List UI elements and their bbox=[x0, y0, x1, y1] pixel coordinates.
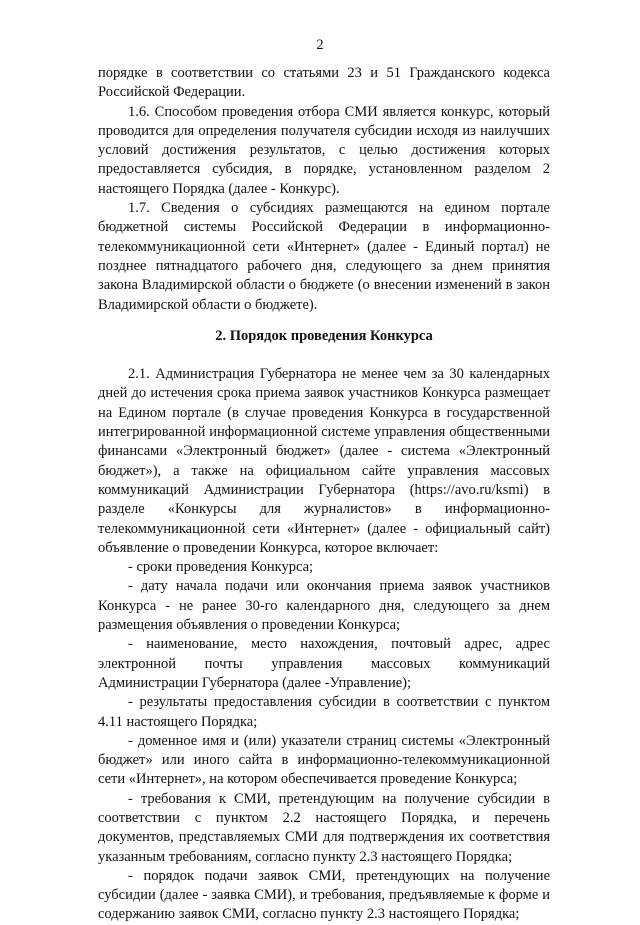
paragraph-1-7: 1.7. Сведения о субсидиях размещаются на едином портале бюджетной системы Российской Федерации в информационно-телекоммуникационной сети «Интернет» (далее - Единый портал) не позднее пятнадцатого рабочего дня, следующего за днем принятия закона Владимирской области о бюджете (о внесении изменений в закон Владимирской области о бюджете). bbox=[98, 200, 550, 313]
list-item-results: - результаты предоставления субсидии в соответствии с пунктом 4.11 настоящего Порядка; bbox=[98, 694, 550, 730]
list-item-application-order: - порядок подачи заявок СМИ, претендующих на получение субсидии (далее - заявка СМИ), и требования, предъявляемые к форме и содержанию заявок СМИ, согласно пункту 2.3 настоящего Порядка; bbox=[98, 867, 550, 923]
list-item-dates: - дату начала подачи или окончания приема заявок участников Конкурса - не ранее 30-го календарного дня, следующего за днем размещения объявления о проведении Конкурса; bbox=[98, 578, 550, 634]
paragraph-continuation: порядке в соответствии со статьями 23 и 51 Гражданского кодекса Российской Федерации. bbox=[98, 65, 550, 101]
document-body bbox=[98, 64, 550, 925]
list-item-domain: - доменное имя и (или) указатели страниц системы «Электронный бюджет» или иного сайта в информационно-телекоммуникационной сети «Интернет», на котором обеспечивается проведение Конкурса; bbox=[98, 732, 550, 788]
section-heading: 2. Порядок проведения Конкурса bbox=[215, 327, 433, 344]
paragraph-1-6: 1.6. Способом проведения отбора СМИ является конкурс, который проводится для определения получателя субсидии исходя из наилучших условий достижения результатов, с целью достижения которых предоставляется субсидия, в порядке, установленном разделом 2 настоящего Порядка (далее - Конкурс). bbox=[98, 103, 550, 197]
list-item-terms: - сроки проведения Конкурса; bbox=[128, 559, 314, 576]
page-number: 2 bbox=[316, 37, 324, 53]
paragraph-2-1: 2.1. Администрация Губернатора не менее чем за 30 календарных дней до истечения срока приема заявок участников Конкурса размещает на Едином портале (в случае проведения Конкурса в государственной интегрированной информационной системе управления общественными финансами «Электронный бюджет» (далее - система «Электронный бюджет»), а также на официальном сайте управления массовых коммуникаций Администрации Губернатора (https://avo.ru/ksmi) в разделе «Конкурсы для журналистов» в информационно-телекоммуникационной сети «Интернет» (далее - официальный сайт) объявление о проведении Конкурса, которое включает: bbox=[98, 366, 550, 556]
list-item-requirements: - требования к СМИ, претендующим на получение субсидии в соответствии с пунктом 2.2 настоящего Порядка, и перечень документов, представляемых СМИ для подтверждения их соответствия указанным требованиям, согласно пункту 2.3 настоящего Порядка; bbox=[98, 790, 550, 865]
list-item-contacts: - наименование, место нахождения, почтовый адрес, адрес электронной почты управления массовых коммуникаций Администрации Губернатора (далее -Управление); bbox=[98, 636, 550, 691]
